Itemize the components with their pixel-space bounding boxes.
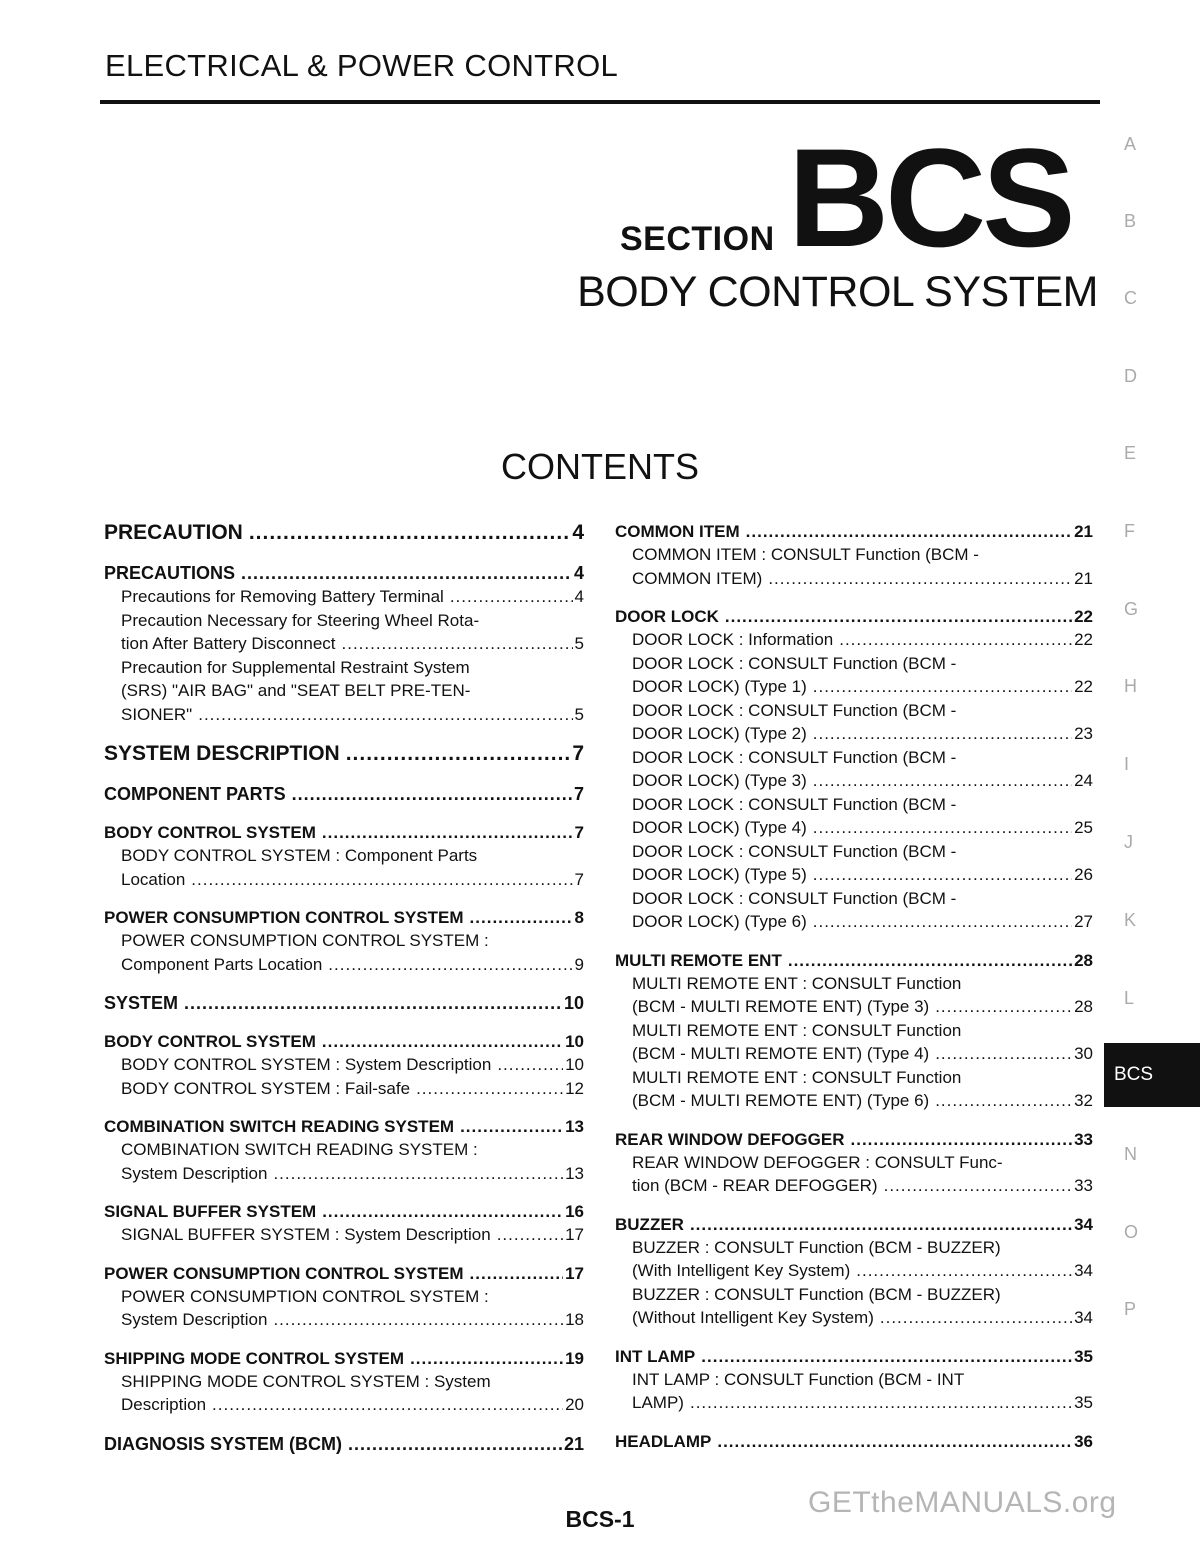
index-tab-e[interactable]: E [1124,443,1137,463]
toc-heading-title: BODY CONTROL SYSTEM [104,1032,316,1051]
index-tab-b[interactable]: B [1124,211,1137,231]
toc-entry-line: tion After Battery Disconnect [121,634,336,653]
toc-page-number: 22 [1074,677,1093,696]
toc-group [104,1115,584,1185]
leader-dots [851,1128,1073,1151]
index-tab-l[interactable]: L [1124,988,1135,1008]
leader-dots [346,741,571,767]
leader-dots [348,1432,562,1456]
contents-title: CONTENTS [501,446,699,487]
toc-page-number: 4 [574,587,584,606]
toc-group [104,991,584,1015]
index-tab-i[interactable]: I [1124,754,1130,774]
toc-entry[interactable] [615,652,1093,699]
toc-page-number: 35 [1074,1393,1093,1412]
section-code: BCS [788,119,1072,276]
toc-page-number: 4 [572,521,584,544]
toc-heading[interactable] [615,605,1093,628]
toc-entry[interactable] [104,844,584,891]
leader-dots [768,567,1072,591]
leader-dots [788,949,1072,972]
toc-entry-line: POWER CONSUMPTION CONTROL SYSTEM : [121,1286,489,1306]
toc-page-number: 33 [1074,1129,1093,1149]
toc-group [615,1345,1093,1415]
leader-dots [322,821,573,844]
toc-entry[interactable] [104,1370,584,1417]
toc-page-number: 36 [1074,1431,1093,1451]
toc-heading-title: COMMON ITEM [615,522,740,541]
toc-heading[interactable] [615,520,1093,543]
leader-dots [273,1162,563,1186]
toc-entry-line: tion (BCM - REAR DEFOGGER) [632,1176,878,1195]
toc-entry-line: DOOR LOCK : CONSULT Function (BCM - [632,747,957,767]
toc-page-number: 7 [574,823,584,842]
toc-entry-line: LAMP) [632,1393,684,1412]
toc-entry-line: DOOR LOCK) (Type 2) [632,724,807,743]
toc-heading-title: REAR WINDOW DEFOGGER [615,1129,845,1149]
toc-entry-line: Description [121,1395,207,1414]
index-tab-a[interactable]: A [1124,134,1137,154]
leader-dots [249,520,570,546]
toc-entry-line: COMBINATION SWITCH READING SYSTEM : [121,1140,478,1159]
toc-entry[interactable] [615,1066,1093,1113]
toc-entry-line: SIONER" [121,704,193,724]
toc-entry-line: Component Parts Location [121,954,323,974]
toc-page-number: 30 [1074,1044,1093,1063]
index-tab-o[interactable]: O [1124,1222,1139,1242]
toc-entry-line: DOOR LOCK) (Type 3) [632,771,807,790]
leader-dots [746,520,1072,543]
toc-page-number: 24 [1074,771,1093,790]
toc-heading[interactable] [104,991,584,1015]
toc-entry[interactable] [615,793,1093,840]
leader-dots [813,675,1072,699]
leader-dots [450,585,573,609]
toc-page-number: 10 [565,1032,584,1051]
index-tab-d[interactable]: D [1124,366,1137,386]
toc-entry[interactable] [615,1151,1093,1198]
toc-entry-line: (BCM - MULTI REMOTE ENT) (Type 4) [632,1044,930,1063]
leader-dots [813,722,1072,746]
leader-dots [880,1306,1072,1330]
toc-entry-line: BODY CONTROL SYSTEM : System Description [121,1055,492,1074]
toc-group [104,1347,584,1417]
toc-heading[interactable] [104,520,584,546]
toc-heading[interactable] [104,906,584,929]
toc-page-number: 35 [1074,1346,1093,1366]
index-tabs [1104,0,1200,1553]
leader-dots [497,1053,563,1077]
watermark: GETtheMANUALS.org [808,1486,1117,1519]
toc-heading[interactable] [104,1432,584,1456]
toc-heading[interactable] [615,949,1093,972]
toc-page-number: 7 [574,869,584,889]
toc-heading[interactable] [615,1213,1093,1236]
leader-dots [701,1345,1072,1368]
toc-heading-title: COMPONENT PARTS [104,784,286,804]
toc-entry-line: SHIPPING MODE CONTROL SYSTEM : System [121,1371,491,1391]
toc-page-number: 27 [1074,912,1093,931]
toc-page-number: 21 [1074,568,1093,588]
toc-page-number: 22 [1074,607,1093,626]
toc-group [615,1430,1093,1453]
leader-dots [328,953,572,977]
leader-dots [184,991,562,1015]
toc-entry[interactable] [104,1053,584,1077]
leader-dots [856,1259,1072,1283]
leader-dots [935,1042,1072,1066]
toc-entry[interactable] [104,1285,584,1332]
toc-entry-line: (SRS) "AIR BAG" and "SEAT BELT PRE-TEN- [121,681,471,700]
toc-entry[interactable] [615,972,1093,1019]
toc-page-number: 17 [565,1263,584,1283]
toc-entry[interactable] [104,1223,584,1247]
section-name: BODY CONTROL SYSTEM [577,268,1098,316]
leader-dots [198,703,572,727]
index-tab-bcs[interactable]: BCS [1104,1043,1200,1107]
toc-heading-title: SYSTEM [104,993,179,1013]
toc-entry-line: DOOR LOCK : CONSULT Function (BCM - [632,653,957,673]
leader-dots [690,1213,1072,1236]
leader-dots [212,1393,563,1417]
leader-dots [292,782,572,806]
toc-page-number: 34 [1074,1214,1093,1234]
toc-group [104,906,584,976]
leader-dots [839,628,1072,652]
leader-dots [813,863,1072,887]
toc-entry-line: BUZZER : CONSULT Function (BCM - BUZZER) [632,1237,1001,1257]
index-tab-h[interactable]: H [1124,676,1137,696]
toc-entry[interactable] [104,929,584,976]
toc-group [104,1200,584,1247]
chapter-title: ELECTRICAL & POWER CONTROL [105,48,619,83]
toc-heading[interactable] [615,1430,1093,1453]
toc-page-number: 9 [574,954,584,974]
toc-heading[interactable] [615,1128,1093,1151]
toc-entry-line: Location [121,869,186,889]
toc-page-number: 4 [573,563,584,583]
toc-entry-line: DOOR LOCK) (Type 5) [632,865,807,884]
toc-entry[interactable] [615,1368,1093,1415]
toc-entry-line: System Description [121,1163,268,1183]
leader-dots [342,632,573,656]
toc-heading-title: PRECAUTIONS [104,563,236,583]
leader-dots [813,816,1072,840]
toc-page-number: 18 [565,1310,584,1329]
toc-entry[interactable] [615,1283,1093,1330]
toc-page-number: 8 [574,908,584,927]
toc-heading-title: SIGNAL BUFFER SYSTEM [104,1202,317,1221]
toc-group [615,520,1093,590]
toc-entry[interactable] [104,585,584,609]
toc-page-number: 23 [1074,724,1093,743]
page-number: BCS-1 [565,1506,635,1532]
toc-page-number: 7 [572,742,584,765]
toc-page-number: 16 [565,1202,584,1221]
toc-heading-title: PRECAUTION [104,521,243,544]
toc-page-number: 28 [1074,950,1093,970]
leader-dots [935,995,1072,1019]
toc-entry-line: INT LAMP : CONSULT Function (BCM - INT [632,1369,965,1389]
toc-page-number: 34 [1074,1261,1093,1280]
toc-group [615,605,1093,934]
toc-entry-line: MULTI REMOTE ENT : CONSULT Function [632,1067,962,1087]
toc-entry-line: COMMON ITEM) [632,568,763,588]
toc-entry-line: COMMON ITEM : CONSULT Function (BCM - [632,545,979,564]
toc-heading-title: HEADLAMP [615,1431,712,1451]
toc-right-column [615,520,1093,1468]
toc-entry-line: MULTI REMOTE ENT : CONSULT Function [632,1020,962,1040]
toc-entry[interactable] [104,656,584,727]
toc-heading[interactable] [104,782,584,806]
index-tab-g[interactable]: G [1124,599,1139,619]
leader-dots [497,1223,563,1247]
toc-page-number: 12 [565,1078,584,1098]
leader-dots [725,605,1072,628]
toc-entry-line: DOOR LOCK) (Type 1) [632,677,807,696]
toc-group [104,520,584,546]
toc-entry-line: Precautions for Removing Battery Terminal [121,587,444,606]
toc-page-number: 22 [1074,630,1093,649]
toc-entry-line: POWER CONSUMPTION CONTROL SYSTEM : [121,931,489,950]
toc-group [104,561,584,726]
toc-entry-line: System Description [121,1310,268,1329]
toc-entry[interactable] [615,628,1093,652]
toc-entry-line: DOOR LOCK : CONSULT Function (BCM - [632,700,957,720]
toc-heading-title: MULTI REMOTE ENT [615,950,782,970]
toc-page-number: 32 [1074,1091,1093,1110]
header-rule [100,100,1100,104]
toc-entry-line: BODY CONTROL SYSTEM : Component Parts [121,846,478,865]
toc-entry[interactable] [615,1236,1093,1283]
leader-dots [191,868,572,892]
toc-heading[interactable] [104,821,584,844]
toc-heading[interactable] [104,1347,584,1370]
toc-entry-line: SIGNAL BUFFER SYSTEM : System Description [121,1225,491,1244]
toc-heading[interactable] [104,741,584,767]
toc-entry[interactable] [104,609,584,656]
toc-page-number: 10 [565,1055,584,1074]
toc-heading-title: SYSTEM DESCRIPTION [104,742,340,765]
leader-dots [690,1391,1072,1415]
toc-heading-title: INT LAMP [615,1346,696,1366]
toc-entry-line: BUZZER : CONSULT Function (BCM - BUZZER) [632,1284,1001,1304]
toc-heading-title: BUZZER [615,1214,684,1234]
toc-heading-title: SHIPPING MODE CONTROL SYSTEM [104,1348,405,1368]
toc-page-number: 19 [565,1348,584,1368]
toc-group [104,1262,584,1332]
toc-heading-title: DIAGNOSIS SYSTEM (BCM) [104,1433,343,1454]
leader-dots [935,1089,1072,1113]
toc-entry[interactable] [615,699,1093,746]
toc-page-number: 13 [565,1117,584,1136]
leader-dots [884,1174,1072,1198]
toc-page-number: 21 [1074,522,1093,541]
toc-entry[interactable] [615,1019,1093,1066]
toc-heading[interactable] [104,1262,584,1285]
toc-heading-title: POWER CONSUMPTION CONTROL SYSTEM [104,1263,464,1283]
toc-page-number: 33 [1074,1176,1093,1195]
index-tab-n[interactable]: N [1124,1144,1137,1164]
toc-entry-line: DOOR LOCK : CONSULT Function (BCM - [632,841,957,861]
section-label: SECTION [620,220,775,258]
toc-heading[interactable] [104,1030,584,1053]
leader-dots [241,561,572,585]
index-tab-j[interactable]: J [1124,832,1133,852]
toc-page-number: 34 [1074,1308,1093,1327]
toc-entry-line: DOOR LOCK : CONSULT Function (BCM - [632,888,957,908]
index-tab-p[interactable]: P [1124,1299,1137,1319]
leader-dots [322,1030,563,1053]
toc-heading[interactable] [104,1200,584,1223]
toc-group [615,1213,1093,1330]
leader-dots [470,1262,564,1285]
toc-group [104,741,584,767]
toc-heading[interactable] [104,561,584,585]
toc-entry[interactable] [615,543,1093,590]
toc-entry[interactable] [615,746,1093,793]
toc-heading-title: POWER CONSUMPTION CONTROL SYSTEM [104,908,464,927]
toc-entry[interactable] [104,1077,584,1101]
leader-dots [416,1077,563,1101]
toc-group [104,821,584,891]
leader-dots [460,1115,563,1138]
toc-page-number: 25 [1074,818,1093,837]
toc-page-number: 21 [563,1433,584,1454]
toc-page-number: 13 [565,1163,584,1183]
leader-dots [813,910,1072,934]
toc-entry-line: Precaution for Supplemental Restraint System [121,657,470,677]
toc-page-number: 7 [573,784,584,804]
toc-heading-title: DOOR LOCK [615,607,719,626]
index-tab-k[interactable]: K [1124,910,1137,930]
toc-heading[interactable] [615,1345,1093,1368]
toc-page-number: 28 [1074,997,1093,1016]
leader-dots [470,906,573,929]
toc-page-number: 20 [565,1395,584,1414]
leader-dots [322,1200,563,1223]
toc-group [104,1030,584,1100]
leader-dots [717,1430,1072,1453]
toc-left-column [104,520,584,1471]
toc-page-number: 26 [1074,865,1093,884]
toc-group [104,1432,584,1456]
toc-heading-title: COMBINATION SWITCH READING SYSTEM [104,1117,455,1136]
toc-entry[interactable] [615,887,1093,934]
toc-entry-line: DOOR LOCK : CONSULT Function (BCM - [632,794,957,814]
toc-entry-line: (BCM - MULTI REMOTE ENT) (Type 3) [632,997,930,1016]
index-tab-f[interactable]: F [1124,521,1135,541]
toc-page-number: 5 [574,634,584,653]
toc-entry-line: (BCM - MULTI REMOTE ENT) (Type 6) [632,1091,930,1110]
toc-entry-line: DOOR LOCK) (Type 6) [632,912,807,931]
toc-group [615,949,1093,1113]
toc-page-number: 17 [565,1225,584,1244]
toc-entry-line: REAR WINDOW DEFOGGER : CONSULT Func- [632,1152,1003,1172]
toc-entry-line: BODY CONTROL SYSTEM : Fail-safe [121,1078,411,1098]
toc-entry-line: MULTI REMOTE ENT : CONSULT Function [632,973,962,993]
toc-entry-line: DOOR LOCK) (Type 4) [632,818,807,837]
toc-entry[interactable] [104,1138,584,1185]
toc-heading[interactable] [104,1115,584,1138]
toc-group [615,1128,1093,1198]
toc-entry-line: Precaution Necessary for Steering Wheel Rota- [121,610,480,630]
toc-heading-title: BODY CONTROL SYSTEM [104,823,316,842]
toc-entry-line: DOOR LOCK : Information [632,630,834,649]
toc-page-number: 10 [563,993,584,1013]
toc-page-number: 5 [574,704,584,724]
toc-entry[interactable] [615,840,1093,887]
leader-dots [813,769,1072,793]
toc-group [104,782,584,806]
leader-dots [273,1308,563,1332]
toc-entry-line: (With Intelligent Key System) [632,1261,851,1280]
toc-entry-line: (Without Intelligent Key System) [632,1308,874,1327]
leader-dots [410,1347,563,1370]
index-tab-c[interactable]: C [1124,288,1137,308]
